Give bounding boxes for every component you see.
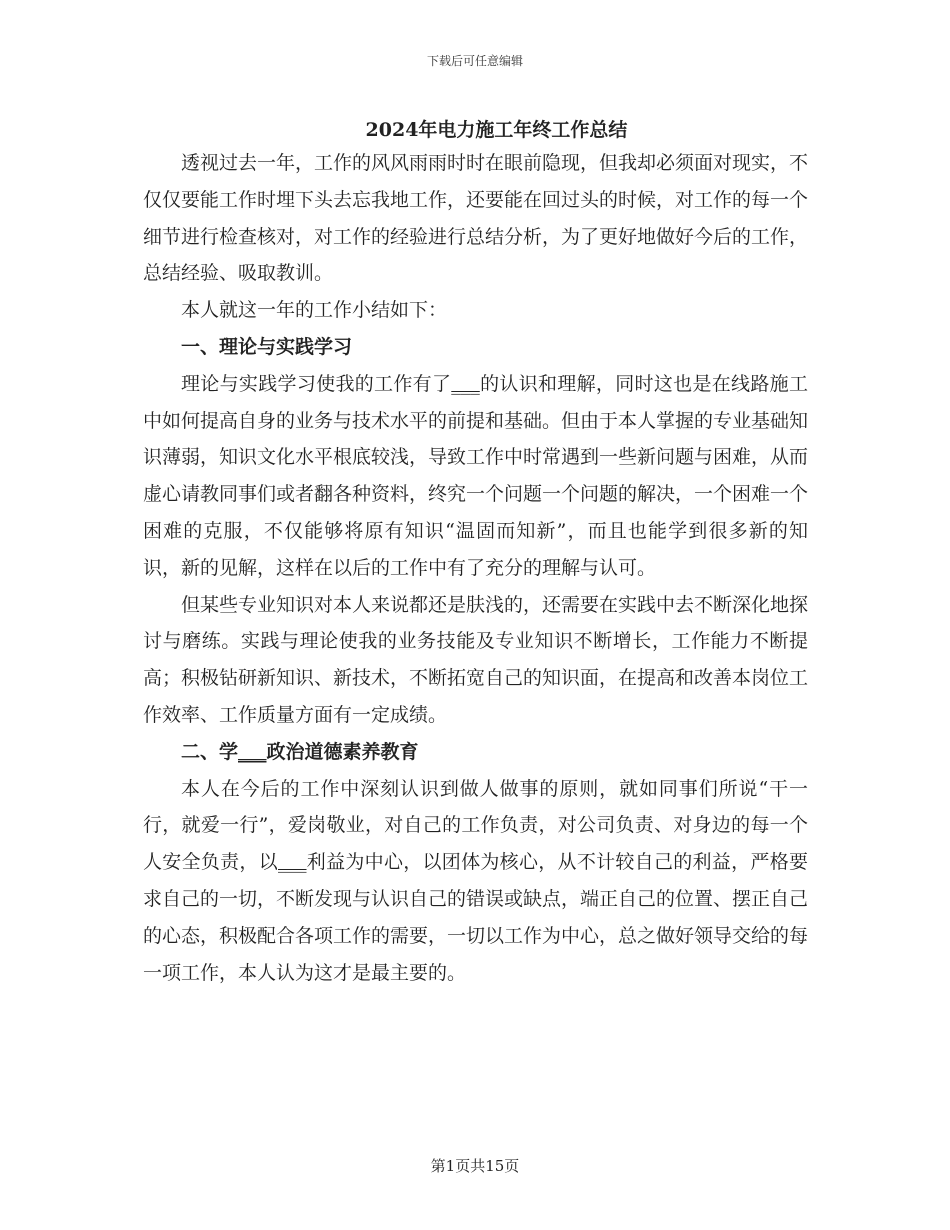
intro-paragraph-1: 透视过去一年，工作的风风雨雨时时在眼前隐现，但我却必须面对现实，不仅仅要能工作时埋下头去忘我地工作，还要能在回过头的时候，对工作的每一个细节进行检查核对，对工作的经验进行总结分析，为了更好地做好今后的工作，总结经验、吸取教训。: [143, 152, 809, 285]
section-2-p1-after: 利益为中心，以团体为核心，从不计较自己的利益，严格要求自己的一切，不断发现与认识自己的错误或缺点，端正自己的位置、摆正自己的心态，积极配合各项工作的需要，一切以工作为中心，总之做好领导交给的每一项工作，本人认为这才是最主要的。: [143, 851, 809, 984]
section-1-paragraph-2: 但某些专业知识对本人来说都还是肤浅的，还需要在实践中去不断深化地探讨与磨练。实践与理论使我的业务技能及专业知识不断增长，工作能力不断提高；积极钻研新知识、新技术，不断拓宽自己的知识面，在提高和改善本岗位工作效率、工作质量方面有一定成绩。: [143, 593, 809, 726]
document-title: 2024年电力施工年终工作总结: [365, 119, 628, 141]
section-2-p1-blank: ___: [278, 851, 307, 874]
section-1-p1-after: 的认识和理解，同时这也是在线路施工中如何提高自身的业务与技术水平的前提和基础。但由于本人掌握的专业基础知识薄弱，知识文化水平根底较浅，导致工作中时常遇到一些新问题与困难，从而虚心请教同事们或者翻各种资料，终究一个问题一个问题的解决，一个困难一个困难的克服，不仅能够将原有知识“温固而知新”，而且也能学到很多新的知识，新的见解，这样在以后的工作中有了充分的理解与认可。: [143, 372, 809, 579]
document-page: [143, 115, 808, 991]
section-2-paragraph-1: [143, 771, 808, 992]
section-1-paragraph-1: [143, 366, 808, 587]
section-2-heading-after: 政治道德素养教育: [266, 740, 419, 763]
intro-paragraph-2: 本人就这一年的工作小结如下：: [181, 299, 448, 322]
section-1-heading: 一、理论与实践学习: [181, 335, 353, 358]
section-1-p1-blank: ___: [451, 372, 480, 395]
section-2-heading: [143, 734, 808, 771]
page-header-note: 下载后可任意编辑: [426, 54, 523, 68]
section-2-heading-blank: ___: [238, 740, 267, 763]
section-2-p1-before: 本人在今后的工作中深刻认识到做人做事的原则，就如同事们所说“干一行，就爱一行”，爱岗敬业，对自己的工作负责，对公司负责、对身边的每一个人安全负责，以: [143, 777, 808, 874]
section-2-heading-before: 二、学: [181, 740, 239, 763]
section-1-p1-before: 理论与实践学习使我的工作有了: [181, 372, 452, 395]
page-footer-number: 第1页共15页: [430, 1157, 520, 1175]
